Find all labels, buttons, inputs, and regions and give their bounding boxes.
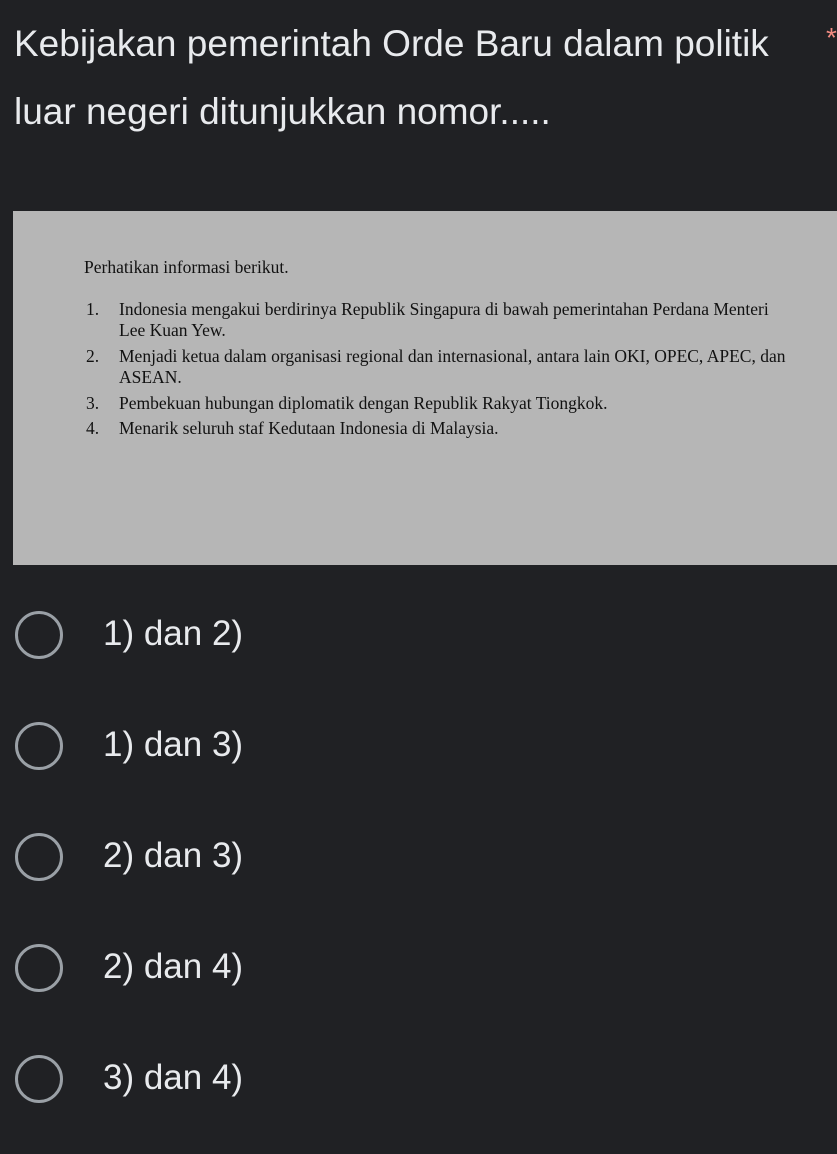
- info-item-text: Menarik seluruh staf Kedutaan Indonesia di Malaysia.: [119, 418, 499, 438]
- required-asterisk: *: [826, 22, 837, 53]
- info-item-text: Indonesia mengakui berdirinya Republik Singapura di bawah pemerintahan Perdana Menteri Lee Kuan Yew.: [119, 298, 769, 340]
- image-info-item: [84, 299, 797, 342]
- option-label[interactable]: 1) dan 2): [103, 614, 244, 653]
- image-info-item: [84, 393, 797, 415]
- info-item-number: 1.: [86, 298, 100, 319]
- option-label[interactable]: 2) dan 3): [103, 836, 244, 875]
- image-info-item: [84, 418, 797, 440]
- option-3-and-4[interactable]: [0, 1025, 837, 1136]
- option-2-and-4[interactable]: [0, 914, 837, 1025]
- option-label[interactable]: 3) dan 4): [103, 1058, 244, 1097]
- image-info-item: [84, 346, 797, 389]
- info-item-number: 4.: [86, 418, 100, 438]
- radio-button[interactable]: [15, 722, 63, 770]
- image-info-list: [84, 299, 797, 440]
- info-item-number: 3.: [86, 392, 100, 413]
- option-label[interactable]: 2) dan 4): [103, 947, 244, 986]
- image-intro-text: Perhatikan informasi berikut.: [84, 257, 289, 277]
- option-1-and-2[interactable]: [0, 581, 837, 692]
- radio-button[interactable]: [15, 833, 63, 881]
- option-2-and-3[interactable]: [0, 803, 837, 914]
- question-image: [13, 211, 837, 565]
- question-title: Kebijakan pemerintah Orde Baru dalam politik luar negeri ditunjukkan nomor.....: [14, 23, 769, 132]
- option-1-and-3[interactable]: [0, 692, 837, 803]
- info-item-text: Menjadi ketua dalam organisasi regional dan internasional, antara lain OKI, OPEC, APEC, dan ASEAN.: [119, 345, 786, 387]
- radio-button[interactable]: [15, 611, 63, 659]
- radio-button[interactable]: [15, 1055, 63, 1103]
- info-item-text: Pembekuan hubungan diplomatik dengan Republik Rakyat Tiongkok.: [119, 392, 608, 413]
- option-label[interactable]: 1) dan 3): [103, 725, 244, 764]
- radio-button[interactable]: [15, 944, 63, 992]
- info-item-number: 2.: [86, 345, 100, 366]
- answer-options: [0, 581, 837, 1136]
